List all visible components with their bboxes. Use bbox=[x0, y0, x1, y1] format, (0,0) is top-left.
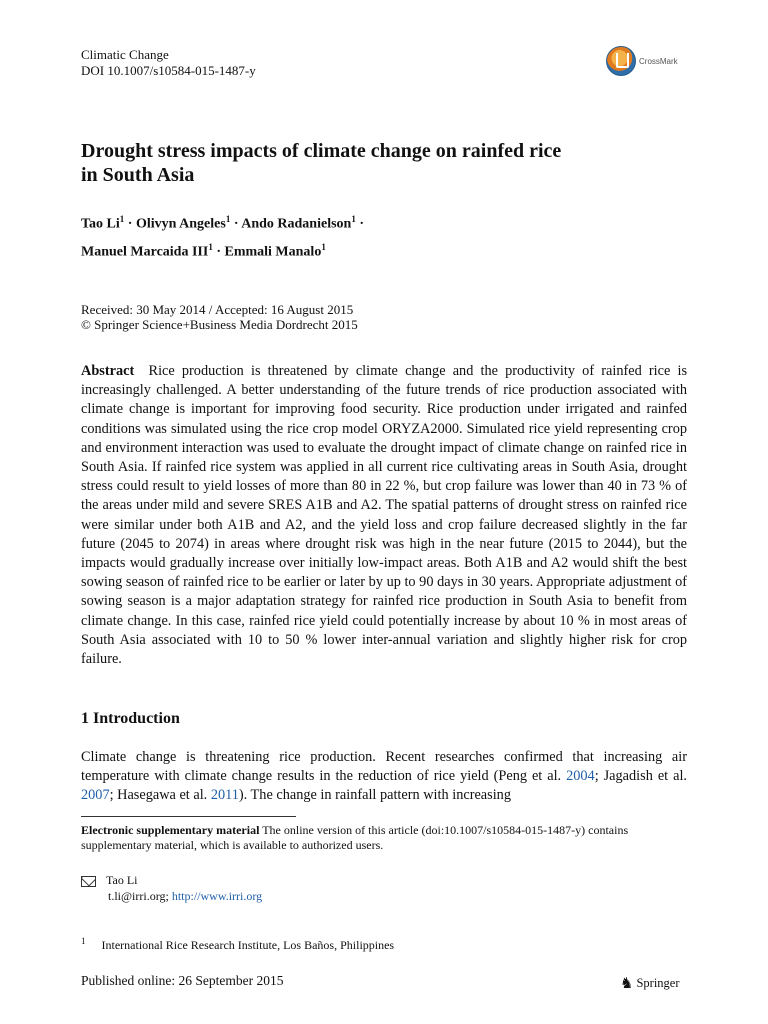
received-accepted: Received: 30 May 2014 / Accepted: 16 August 2015 bbox=[81, 302, 354, 317]
author-affiliation: 1 bbox=[119, 214, 125, 224]
journal-name: Climatic Change bbox=[81, 47, 169, 62]
footnote-divider bbox=[81, 816, 296, 817]
publisher-name: Springer bbox=[636, 976, 680, 990]
corresponding-author bbox=[81, 872, 262, 904]
envelope-icon bbox=[81, 876, 96, 887]
author-affiliation: 1 bbox=[208, 241, 213, 252]
author-separator: · bbox=[212, 244, 225, 260]
abstract-text: Rice production is threatened by climate change and the productivity of rainfed rice is increasingly challenged. A better understanding of the future trends of rice production associated with climate change is important for improving food security. Rice production under irrigated and rainfed conditions was simulated using the rice crop model ORYZA2000. Simulated rice yield representing crop and environment interaction was used to evaluate the drought impact of climate change on rainfed rice in South Asia. If rainfed rice system was applied in all current rice cultivating areas in South Asia, drought stress could result to yield losses of more than 80 in 22 %, but crop failure was lower than 40 in 73 % of the areas under mild and severe SRES A1B and A2. The spatial patterns of drought stress on rainfed rice were similar under both A1B and A2, and the yield loss and crop failure decreased slightly in the far future (2045 to 2074) in areas where drought risk was high in the near future (2015 to 2044), but the impacts would gradually increase over initially low-impact areas. Both A1B and A2 would shift the best sowing season of rainfed rice to be earlier or later by up to 90 days in 30 years. Appropriate adjustment of sowing season is a major adaptation strategy for rainfed rice production in South Asia to benefit from climate change. In this case, rainfed rice yield could potentially increase by about 10 % in most areas of South Asia associated with 10 to 50 % lower inter-annual variation and slightly higher risk for crop failure. bbox=[81, 363, 688, 668]
copyright-line: © Springer Science+Business Media Dordrecht 2015 bbox=[81, 317, 358, 332]
author-name[interactable]: Olivyn Angeles bbox=[135, 216, 226, 232]
abstract-label: Abstract bbox=[81, 363, 135, 379]
author-separator: · bbox=[124, 216, 136, 232]
intro-text: ). The change in rainfall pattern with increasing bbox=[238, 787, 511, 804]
abstract bbox=[81, 362, 687, 669]
author-line-1 bbox=[81, 208, 681, 236]
esm-label: Electronic supplementary material bbox=[81, 823, 260, 837]
author-name[interactable]: Manuel Marcaida III bbox=[81, 244, 209, 260]
section-heading-introduction: 1 Introduction bbox=[81, 710, 180, 727]
contact-email[interactable]: t.li@irri.org; bbox=[108, 889, 172, 903]
author-separator: · bbox=[355, 216, 364, 232]
springer-logo bbox=[620, 974, 680, 993]
author-list bbox=[81, 208, 681, 263]
introduction-paragraph bbox=[81, 748, 687, 806]
author-affiliation: 1 bbox=[351, 214, 356, 224]
doi-text: DOI 10.1007/s10584-015-1487-y bbox=[81, 63, 256, 78]
affiliation-text: International Rice Research Institute, Los Baños, Philippines bbox=[101, 938, 395, 952]
esm-text: The online version of this article (doi:10.1007/s10584-015-1487-y) contains supplementary material, which is available to authorized users. bbox=[81, 823, 629, 852]
article-title bbox=[81, 139, 681, 187]
intro-text: ; Jagadish et al. bbox=[594, 768, 687, 785]
author-affiliation: 1 bbox=[321, 241, 326, 252]
author-line-2 bbox=[81, 236, 681, 264]
journal-header bbox=[81, 47, 256, 79]
contact-url-link[interactable]: http://www.irri.org bbox=[171, 889, 263, 903]
citation-link[interactable]: 2007 bbox=[81, 787, 110, 804]
author-affiliation: 1 bbox=[225, 214, 231, 224]
citation-link[interactable]: 2011 bbox=[210, 787, 239, 804]
title-line-1: Drought stress impacts of climate change on rainfed rice bbox=[81, 140, 562, 162]
title-line-2: in South Asia bbox=[81, 164, 195, 186]
affiliation-number: 1 bbox=[81, 936, 86, 946]
article-dates bbox=[81, 302, 681, 332]
contact-name: Tao Li bbox=[106, 873, 138, 887]
intro-text: Climate change is threatening rice production. Recent researches confirmed that increasing air temperature with climate change results in the reduction of rice yield (Peng et al. bbox=[81, 749, 687, 785]
affiliation-note bbox=[81, 933, 394, 953]
author-name[interactable]: Tao Li bbox=[81, 216, 120, 232]
crossmark-badge[interactable] bbox=[606, 46, 678, 76]
crossmark-icon bbox=[606, 46, 636, 76]
intro-text: ; Hasegawa et al. bbox=[109, 787, 211, 804]
published-date: Published online: 26 September 2015 bbox=[81, 973, 284, 988]
author-separator: · bbox=[230, 216, 242, 232]
crossmark-label: CrossMark bbox=[639, 56, 678, 66]
citation-link[interactable]: 2004 bbox=[566, 768, 595, 785]
horse-icon: ♞ bbox=[620, 976, 634, 992]
author-name[interactable]: Emmali Manalo bbox=[224, 244, 322, 260]
author-name[interactable]: Ando Radanielson bbox=[241, 216, 352, 232]
supplementary-note bbox=[81, 823, 687, 852]
